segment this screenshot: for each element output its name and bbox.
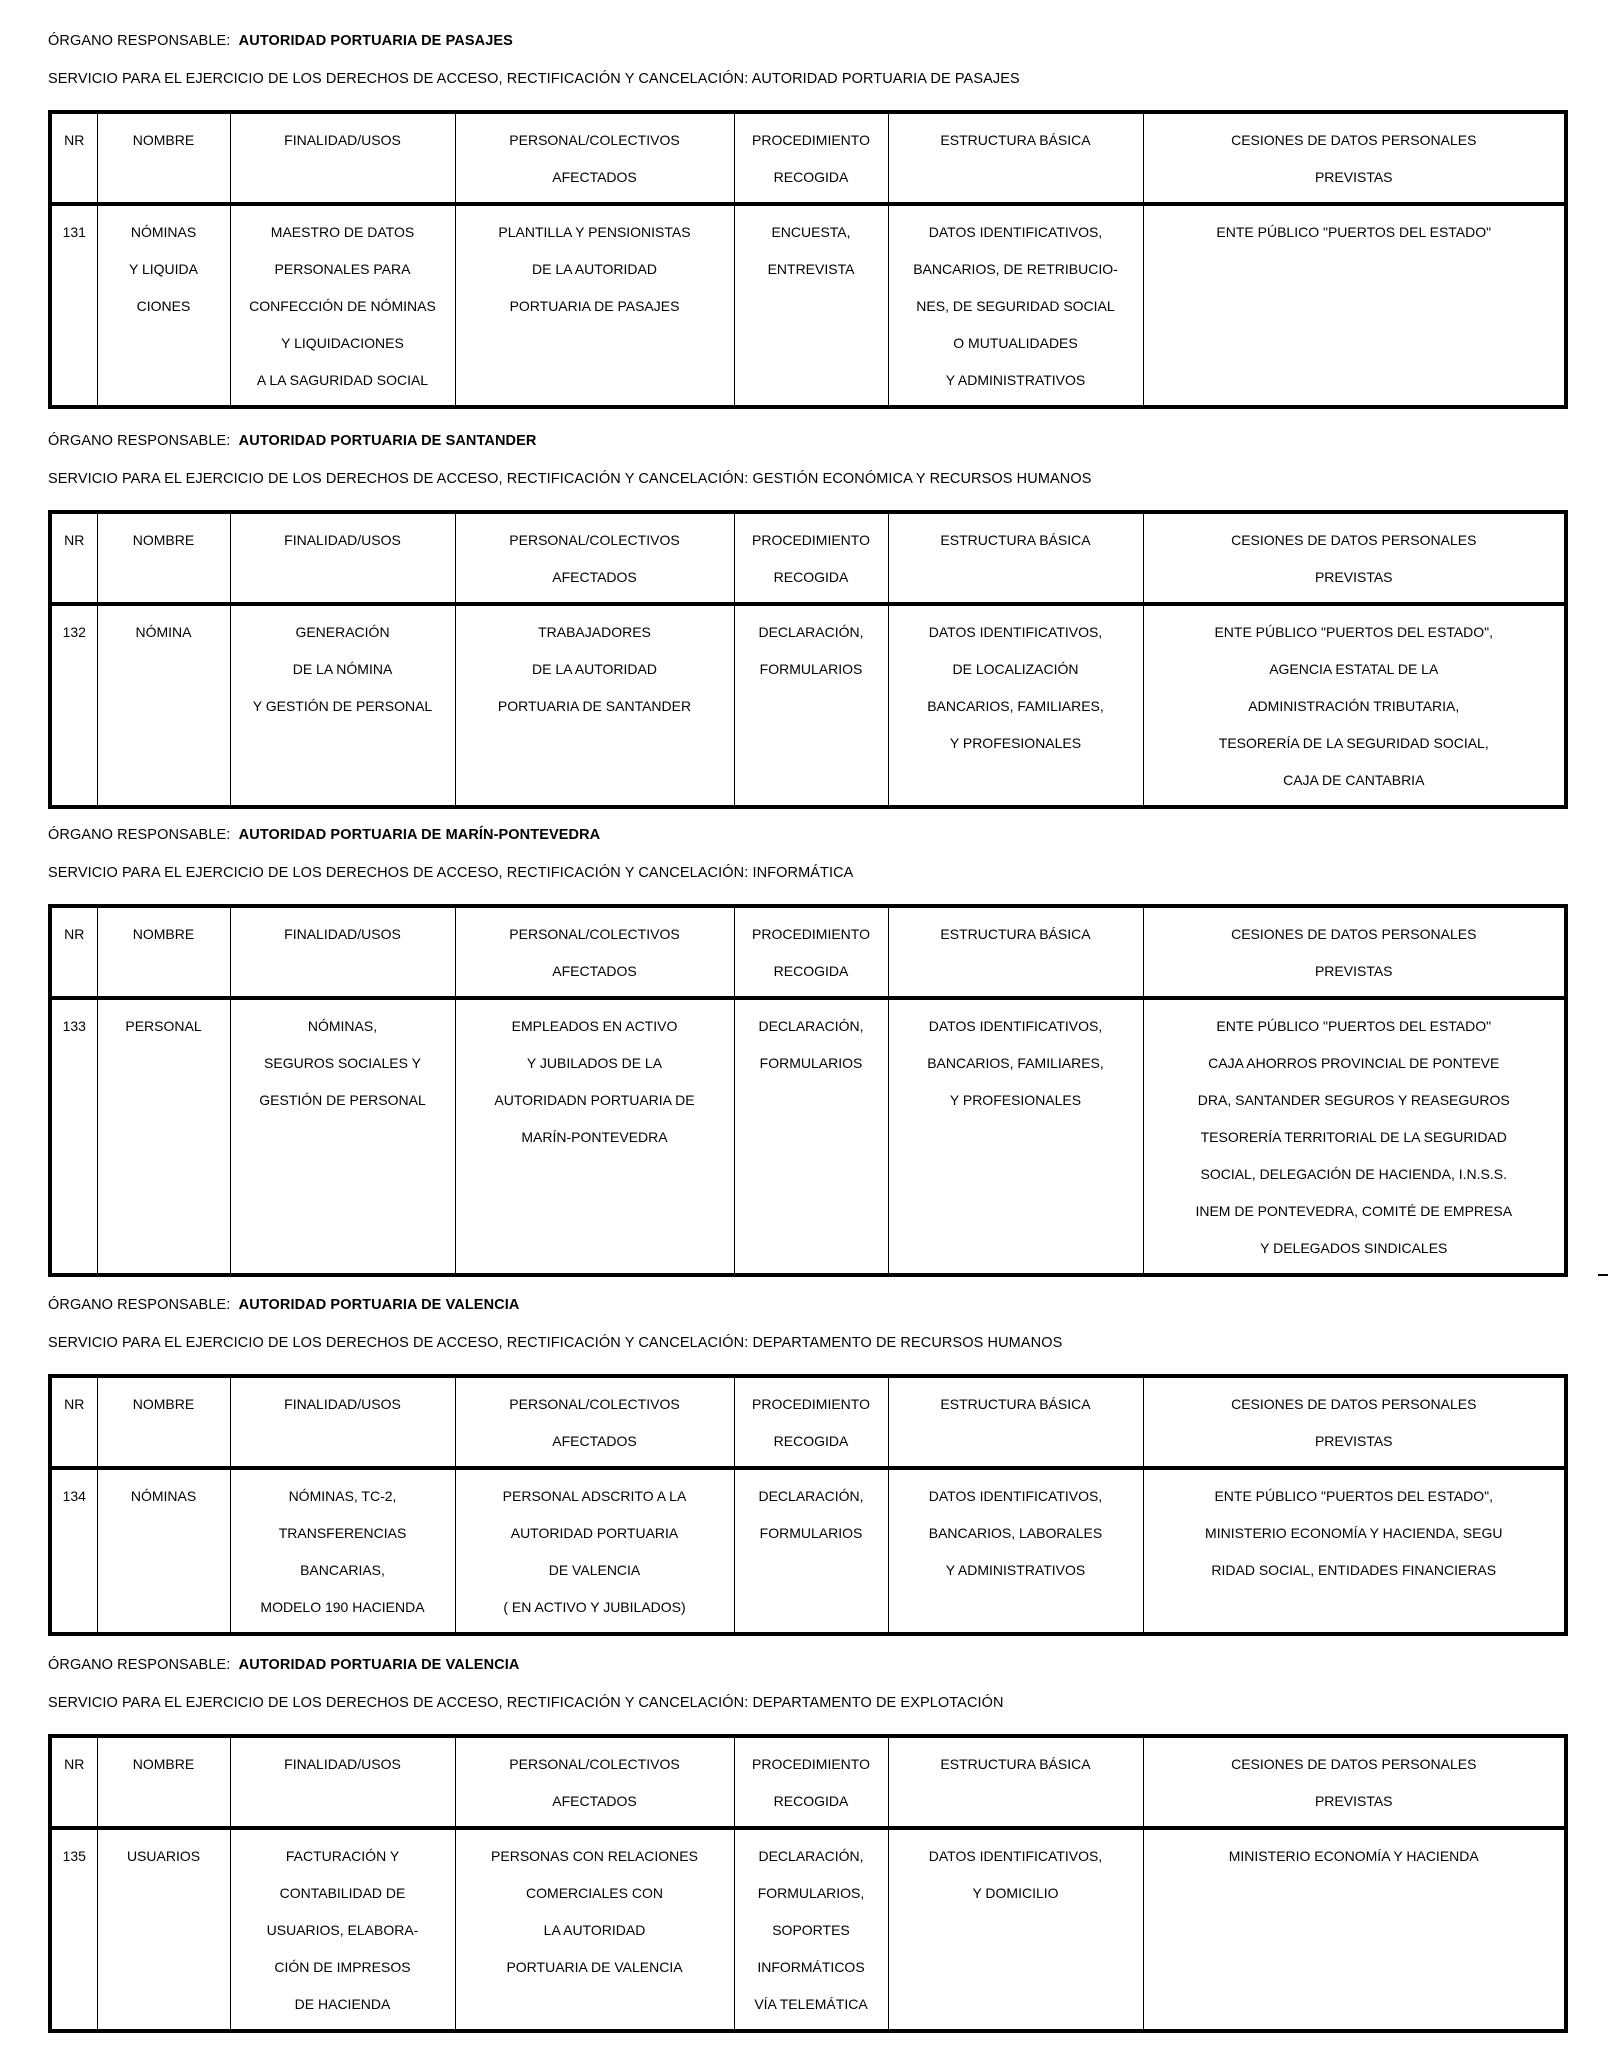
cell-line: GESTIÓN DE PERSONAL (259, 1092, 426, 1108)
organo-label: ÓRGANO RESPONSABLE: (48, 1297, 231, 1313)
cell-finalidad (230, 604, 455, 807)
header-nr: NR (50, 512, 97, 604)
cell-estructura (888, 204, 1143, 407)
cell-line: MAESTRO DE DATOS (270, 224, 415, 240)
cell-line: NÓMINAS, TC-2, (288, 1488, 397, 1504)
cell-line: AUTORIDADN PORTUARIA DE (494, 1092, 695, 1108)
cell-line: DECLARACIÓN, (758, 1488, 864, 1504)
header-cesiones: CESIONES DE DATOS PERSONALES PREVISTAS (1143, 512, 1566, 604)
cell-procedimiento (734, 998, 888, 1275)
header-nombre: NOMBRE (97, 112, 230, 204)
cell-line: Y ADMINISTRATIVOS (945, 1562, 1086, 1578)
cell-procedimiento (734, 1468, 888, 1634)
cell-line: 135 (62, 1848, 86, 1864)
cell-nr (50, 998, 97, 1275)
header-cesiones: CESIONES DE DATOS PERSONALES PREVISTAS (1143, 906, 1566, 998)
cell-line: NÓMINAS, (307, 1018, 378, 1034)
header-finalidad: FINALIDAD/USOS (230, 1736, 455, 1828)
cell-line: DE LA AUTORIDAD (531, 661, 657, 677)
cell-line: 133 (62, 1018, 86, 1034)
cell-line: TRABAJADORES (538, 624, 651, 640)
registry-table (48, 110, 1568, 409)
cell-line: Y DELEGADOS SINDICALES (1260, 1240, 1448, 1256)
section-valencia-rrhh (48, 1296, 1568, 1636)
table-row (50, 1468, 1566, 1634)
cell-line: LA AUTORIDAD (543, 1922, 646, 1938)
cell-line: Y GESTIÓN DE PERSONAL (252, 698, 433, 714)
servicio-line: SERVICIO PARA EL EJERCICIO DE LOS DERECHOS DE ACCESO, RECTIFICACIÓN Y CANCELACIÓN: AUTORIDAD PORTUARIA DE PASAJES (48, 71, 1020, 87)
header-personal: PERSONAL/COLECTIVOS AFECTADOS (455, 1376, 734, 1468)
organo-label: ÓRGANO RESPONSABLE: (48, 1657, 231, 1673)
organo-label: ÓRGANO RESPONSABLE: (48, 433, 231, 449)
cell-line: BANCARIOS, FAMILIARES, (927, 698, 1104, 714)
organo-value: AUTORIDAD PORTUARIA DE SANTANDER (238, 433, 537, 449)
header-nr: NR (50, 1736, 97, 1828)
cell-line: BANCARIOS, FAMILIARES, (927, 1055, 1104, 1071)
cell-line: Y DOMICILIO (972, 1885, 1059, 1901)
cell-line: DATOS IDENTIFICATIVOS, (928, 1018, 1103, 1034)
cell-line: ENCUESTA, (771, 224, 851, 240)
cell-line: ( EN ACTIVO Y JUBILADOS) (503, 1599, 686, 1615)
table-header-row (50, 512, 1566, 604)
header-cesiones: CESIONES DE DATOS PERSONALES PREVISTAS (1143, 1736, 1566, 1828)
cell-line: NÓMINA (135, 624, 192, 640)
cell-line: FACTURACIÓN Y (285, 1848, 400, 1864)
cell-estructura (888, 1468, 1143, 1634)
header-estructura: ESTRUCTURA BÁSICA (888, 1736, 1143, 1828)
cell-line: USUARIOS (126, 1848, 201, 1864)
cell-cesiones (1143, 204, 1566, 407)
cell-line: ADMINISTRACIÓN TRIBUTARIA, (1248, 698, 1460, 714)
header-nombre: NOMBRE (97, 512, 230, 604)
cell-line: DRA, SANTANDER SEGUROS Y REASEGUROS (1197, 1092, 1510, 1108)
header-procedimiento: PROCEDIMIENTO RECOGIDA (734, 906, 888, 998)
cell-line: FORMULARIOS (759, 1055, 863, 1071)
servicio-line: SERVICIO PARA EL EJERCICIO DE LOS DERECHOS DE ACCESO, RECTIFICACIÓN Y CANCELACIÓN: GESTIÓN ECONÓMICA Y RECURSOS HUMANOS (48, 471, 1092, 487)
header-nombre: NOMBRE (97, 1736, 230, 1828)
cell-line: CONTABILIDAD DE (279, 1885, 406, 1901)
registry-table (48, 1374, 1568, 1636)
cell-line: SOPORTES (772, 1922, 850, 1938)
header-personal: PERSONAL/COLECTIVOS AFECTADOS (455, 906, 734, 998)
cell-line: ENTE PÚBLICO "PUERTOS DEL ESTADO" (1216, 1018, 1492, 1034)
registry-table (48, 510, 1568, 809)
cell-nombre (97, 998, 230, 1275)
header-personal: PERSONAL/COLECTIVOS AFECTADOS (455, 1736, 734, 1828)
registry-table (48, 1734, 1568, 2033)
table-header-row (50, 906, 1566, 998)
cell-line: MARÍN-PONTEVEDRA (521, 1129, 668, 1145)
cell-line: ENTE PÚBLICO "PUERTOS DEL ESTADO" (1216, 224, 1492, 240)
organo-label: ÓRGANO RESPONSABLE: (48, 33, 231, 49)
header-estructura: ESTRUCTURA BÁSICA (888, 112, 1143, 204)
cell-nr (50, 1828, 97, 2031)
cell-nombre (97, 204, 230, 407)
cell-line: PORTUARIA DE SANTANDER (497, 698, 692, 714)
table-header-row (50, 1376, 1566, 1468)
organo-responsable (48, 1296, 1568, 1314)
cell-line: RIDAD SOCIAL, ENTIDADES FINANCIERAS (1211, 1562, 1497, 1578)
table-row (50, 204, 1566, 407)
cell-line: DE LA NÓMINA (292, 661, 393, 677)
organo-responsable (48, 32, 1568, 50)
cell-line: 132 (62, 624, 86, 640)
cell-line: DATOS IDENTIFICATIVOS, (928, 1488, 1103, 1504)
servicio-line: SERVICIO PARA EL EJERCICIO DE LOS DERECHOS DE ACCESO, RECTIFICACIÓN Y CANCELACIÓN: DEPARTAMENTO DE RECURSOS HUMANOS (48, 1335, 1063, 1351)
header-finalidad: FINALIDAD/USOS (230, 112, 455, 204)
header-nombre: NOMBRE (97, 1376, 230, 1468)
cell-estructura (888, 604, 1143, 807)
cell-line: BANCARIOS, DE RETRIBUCIO- (913, 261, 1118, 277)
cell-line: DATOS IDENTIFICATIVOS, (928, 1848, 1103, 1864)
cell-finalidad (230, 1828, 455, 2031)
cell-line: GENERACIÓN (295, 624, 390, 640)
header-finalidad: FINALIDAD/USOS (230, 1376, 455, 1468)
cell-finalidad (230, 204, 455, 407)
header-estructura: ESTRUCTURA BÁSICA (888, 906, 1143, 998)
cell-line: SOCIAL, DELEGACIÓN DE HACIENDA, I.N.S.S. (1200, 1166, 1508, 1182)
cell-line: MINISTERIO ECONOMÍA Y HACIENDA, SEGU (1205, 1525, 1503, 1541)
cell-line: TESORERÍA DE LA SEGURIDAD SOCIAL, (1218, 735, 1489, 751)
cell-line: CAJA DE CANTABRIA (1283, 772, 1425, 788)
cell-line: PORTUARIA DE VALENCIA (506, 1959, 683, 1975)
cell-nombre (97, 1468, 230, 1634)
cell-line: CIÓN DE IMPRESOS (274, 1959, 411, 1975)
cell-line: CONFECCIÓN DE NÓMINAS (249, 298, 436, 314)
cell-line: INEM DE PONTEVEDRA, COMITÉ DE EMPRESA (1195, 1203, 1513, 1219)
header-finalidad: FINALIDAD/USOS (230, 512, 455, 604)
servicio-line: SERVICIO PARA EL EJERCICIO DE LOS DERECHOS DE ACCESO, RECTIFICACIÓN Y CANCELACIÓN: INFORMÁTICA (48, 865, 854, 881)
cell-estructura (888, 1828, 1143, 2031)
cell-line: Y PROFESIONALES (949, 1092, 1082, 1108)
header-procedimiento: PROCEDIMIENTO RECOGIDA (734, 1376, 888, 1468)
cell-line: COMERCIALES CON (526, 1885, 663, 1901)
header-nombre: NOMBRE (97, 906, 230, 998)
cell-line: FORMULARIOS (759, 1525, 863, 1541)
cell-line: FORMULARIOS (759, 661, 863, 677)
cell-line: NÓMINAS (130, 1488, 197, 1504)
cell-line: AUTORIDAD PORTUARIA (510, 1525, 679, 1541)
header-nr: NR (50, 906, 97, 998)
cell-line: FORMULARIOS, (757, 1885, 865, 1901)
cell-cesiones (1143, 1828, 1566, 2031)
header-procedimiento: PROCEDIMIENTO RECOGIDA (734, 512, 888, 604)
section-marin-pontevedra (48, 826, 1568, 1277)
cell-line: EMPLEADOS EN ACTIVO (511, 1018, 678, 1034)
cell-procedimiento (734, 204, 888, 407)
cell-line: PORTUARIA DE PASAJES (509, 298, 680, 314)
cell-procedimiento (734, 1828, 888, 2031)
cell-cesiones (1143, 998, 1566, 1275)
cell-line: BANCARIOS, LABORALES (928, 1525, 1103, 1541)
cell-nr (50, 204, 97, 407)
cell-personal (455, 998, 734, 1275)
organo-value: AUTORIDAD PORTUARIA DE PASAJES (238, 33, 513, 49)
cell-line: DE HACIENDA (294, 1996, 391, 2012)
cell-personal (455, 204, 734, 407)
cell-line: NÓMINAS (130, 224, 197, 240)
organo-responsable (48, 432, 1568, 450)
header-personal: PERSONAL/COLECTIVOS AFECTADOS (455, 112, 734, 204)
cell-line: PERSONALES PARA (274, 261, 411, 277)
header-procedimiento: PROCEDIMIENTO RECOGIDA (734, 112, 888, 204)
cell-line: DE LOCALIZACIÓN (952, 661, 1079, 677)
organo-value: AUTORIDAD PORTUARIA DE MARÍN-PONTEVEDRA (238, 827, 601, 843)
table-header-row (50, 112, 1566, 204)
cell-estructura (888, 998, 1143, 1275)
cell-line: TRANSFERENCIAS (278, 1525, 407, 1541)
cell-personal (455, 1468, 734, 1634)
cell-line: 134 (62, 1488, 86, 1504)
cell-finalidad (230, 998, 455, 1275)
cell-line: O MUTUALIDADES (953, 335, 1078, 351)
header-personal: PERSONAL/COLECTIVOS AFECTADOS (455, 512, 734, 604)
cell-cesiones (1143, 604, 1566, 807)
cell-line: PLANTILLA Y PENSIONISTAS (498, 224, 691, 240)
cell-line: USUARIOS, ELABORA- (266, 1922, 419, 1938)
cell-line: Y LIQUIDACIONES (281, 335, 404, 351)
cell-line: BANCARIAS, (300, 1562, 385, 1578)
cell-line: NES, DE SEGURIDAD SOCIAL (916, 298, 1115, 314)
header-cesiones: CESIONES DE DATOS PERSONALES PREVISTAS (1143, 1376, 1566, 1468)
cell-line: SEGUROS SOCIALES Y (264, 1055, 421, 1071)
cell-finalidad (230, 1468, 455, 1634)
cell-line: PERSONAS CON RELACIONES (491, 1848, 698, 1864)
cell-line: DECLARACIÓN, (758, 1848, 864, 1864)
table-header-row (50, 1736, 1566, 1828)
cell-line: ENTE PÚBLICO "PUERTOS DEL ESTADO", (1214, 624, 1494, 640)
table-row (50, 998, 1566, 1275)
cell-line: A LA SAGURIDAD SOCIAL (256, 372, 429, 388)
cell-line: DECLARACIÓN, (758, 624, 864, 640)
cell-line: CAJA AHORROS PROVINCIAL DE PONTEVE (1208, 1055, 1500, 1071)
cell-line: DATOS IDENTIFICATIVOS, (928, 224, 1103, 240)
cell-personal (455, 604, 734, 807)
cell-nr (50, 1468, 97, 1634)
header-cesiones: CESIONES DE DATOS PERSONALES PREVISTAS (1143, 112, 1566, 204)
cell-line: DE VALENCIA (548, 1562, 641, 1578)
header-finalidad: FINALIDAD/USOS (230, 906, 455, 998)
cell-line: PERSONAL ADSCRITO A LA (502, 1488, 687, 1504)
section-valencia-explotacion (48, 1656, 1568, 2033)
servicio-line: SERVICIO PARA EL EJERCICIO DE LOS DERECHOS DE ACCESO, RECTIFICACIÓN Y CANCELACIÓN: DEPARTAMENTO DE EXPLOTACIÓN (48, 1695, 1004, 1711)
cell-procedimiento (734, 604, 888, 807)
header-estructura: ESTRUCTURA BÁSICA (888, 1376, 1143, 1468)
cell-cesiones (1143, 1468, 1566, 1634)
table-row (50, 1828, 1566, 2031)
organo-label: ÓRGANO RESPONSABLE: (48, 827, 231, 843)
margin-mark (1598, 1274, 1608, 1276)
header-nr: NR (50, 1376, 97, 1468)
header-procedimiento: PROCEDIMIENTO RECOGIDA (734, 1736, 888, 1828)
cell-line: VÍA TELEMÁTICA (754, 1996, 868, 2012)
cell-personal (455, 1828, 734, 2031)
header-estructura: ESTRUCTURA BÁSICA (888, 512, 1143, 604)
section-santander (48, 432, 1568, 809)
header-nr: NR (50, 112, 97, 204)
cell-line: ENTE PÚBLICO "PUERTOS DEL ESTADO", (1214, 1488, 1494, 1504)
cell-line: 131 (62, 224, 86, 240)
organo-value: AUTORIDAD PORTUARIA DE VALENCIA (238, 1297, 520, 1313)
cell-line: DE LA AUTORIDAD (531, 261, 657, 277)
cell-line: ENTREVISTA (767, 261, 855, 277)
section-pasajes (48, 32, 1568, 409)
cell-nombre (97, 1828, 230, 2031)
cell-line: MINISTERIO ECONOMÍA Y HACIENDA (1228, 1848, 1479, 1864)
cell-line: AGENCIA ESTATAL DE LA (1269, 661, 1439, 677)
cell-line: DECLARACIÓN, (758, 1018, 864, 1034)
organo-responsable (48, 826, 1568, 844)
cell-line: MODELO 190 HACIENDA (260, 1599, 425, 1615)
cell-line: Y JUBILADOS DE LA (526, 1055, 663, 1071)
cell-line: Y PROFESIONALES (949, 735, 1082, 751)
cell-line: DATOS IDENTIFICATIVOS, (928, 624, 1103, 640)
registry-table (48, 904, 1568, 1277)
cell-nr (50, 604, 97, 807)
cell-line: INFORMÁTICOS (757, 1959, 865, 1975)
cell-line: TESORERÍA TERRITORIAL DE LA SEGURIDAD (1200, 1129, 1507, 1145)
table-row (50, 604, 1566, 807)
organo-value: AUTORIDAD PORTUARIA DE VALENCIA (238, 1657, 520, 1673)
organo-responsable (48, 1656, 1568, 1674)
cell-nombre (97, 604, 230, 807)
cell-line: Y ADMINISTRATIVOS (945, 372, 1086, 388)
cell-line: Y LIQUIDA (129, 261, 198, 277)
cell-line: CIONES (136, 298, 191, 314)
cell-line: PERSONAL (125, 1018, 202, 1034)
